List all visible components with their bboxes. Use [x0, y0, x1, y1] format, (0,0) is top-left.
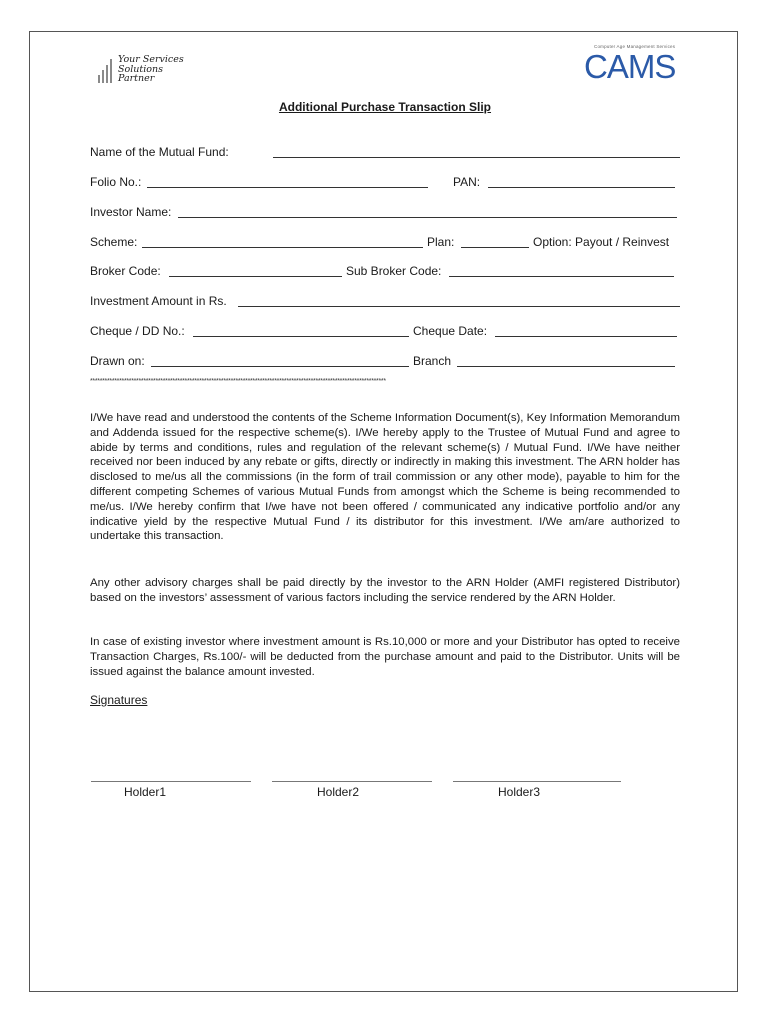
investor-field[interactable] [178, 217, 677, 218]
folio-label: Folio No.: [90, 175, 142, 189]
holder3-label: Holder3 [498, 785, 541, 799]
holder2-signature-line[interactable] [272, 781, 432, 782]
drawn-on-field[interactable] [151, 366, 409, 367]
folio-field[interactable] [147, 187, 428, 188]
asterisk-separator: ************************************************************************************************************************** [90, 378, 386, 385]
fund-name-row [90, 145, 680, 163]
declaration-paragraph: I/We have read and understood the contents of the Scheme Information Document(s), Key Information Memorandum and Addenda issued for the respective scheme(s). I/We hereby apply to the Trustee of Mutual Fund and agree to abide by terms and conditions, rules and regulation of the relevant scheme(s) / Mutual Fund. I/We have neither received nor been induced by any rebate or gifts, directly or indirectly in making this investment. The ARN holder has disclosed to me/us all the commissions (in the form of trail commission or any other mode), payable to him for the different competing Schemes of various Mutual Funds from amongst which the Scheme is being recommended to me/us. I/We hereby confirm that I/we have not been offered / communicated any indicative portfolio and/or any indicative yield by the respective Mutual Fund / its distributor for this investment. I/We am/are authorized to undertake this transaction. [90, 412, 680, 543]
cheque-date-field[interactable] [495, 336, 677, 337]
scheme-field[interactable] [142, 247, 423, 248]
cams-brand-text: CAMS [584, 48, 676, 85]
logo-text-line2: Solutions [118, 63, 163, 75]
fund-name-label: Name of the Mutual Fund: [90, 145, 229, 159]
holder1-label: Holder1 [124, 785, 167, 799]
pan-field[interactable] [488, 187, 675, 188]
holder3-signature-line[interactable] [453, 781, 621, 782]
amount-row [90, 294, 680, 312]
fund-name-field[interactable] [273, 157, 680, 158]
investor-label: Investor Name: [90, 205, 172, 219]
broker-code-label: Broker Code: [90, 264, 161, 278]
scheme-row [90, 235, 680, 253]
drawn-row [90, 354, 680, 372]
broker-row [90, 264, 680, 282]
plan-label: Plan: [427, 235, 455, 249]
form-title: Additional Purchase Transaction Slip [278, 100, 492, 114]
folio-pan-row [90, 175, 680, 193]
signatures-heading: Signatures [90, 693, 148, 707]
option-label[interactable]: Option: Payout / Reinvest [533, 235, 670, 249]
scheme-label: Scheme: [90, 235, 138, 249]
cheque-date-label: Cheque Date: [413, 324, 488, 338]
logo-text-line1: Your Services [118, 54, 184, 65]
cams-logo [584, 44, 680, 84]
branch-field[interactable] [457, 366, 675, 367]
amount-label: Investment Amount in Rs. [90, 294, 227, 308]
investor-row [90, 205, 680, 223]
plan-field[interactable] [461, 247, 529, 248]
cheque-no-label: Cheque / DD No.: [90, 324, 185, 338]
cheque-row [90, 324, 680, 342]
services-partner-logo [98, 55, 198, 85]
pan-label: PAN: [453, 175, 481, 189]
cheque-no-field[interactable] [193, 336, 409, 337]
holder2-label: Holder2 [317, 785, 360, 799]
transaction-charges-paragraph: In case of existing investor where investment amount is Rs.10,000 or more and your Distributor has opted to receive Transaction Charges, Rs.100/- will be deducted from the purchase amount and paid to the Distributor. Units will be issued against the balance amount invested. [90, 636, 680, 678]
amount-field[interactable] [238, 306, 680, 307]
drawn-on-label: Drawn on: [90, 354, 145, 368]
broker-code-field[interactable] [169, 276, 342, 277]
sub-broker-code-label: Sub Broker Code: [346, 264, 442, 278]
bar-chart-icon [98, 59, 116, 83]
branch-label: Branch [413, 354, 452, 368]
cams-tagline: Computer Age Management Services [594, 44, 676, 49]
sub-broker-code-field[interactable] [449, 276, 674, 277]
advisory-charges-paragraph: Any other advisory charges shall be paid directly by the investor to the ARN Holder (AMFI registered Distributor) based on the investors’ assessment of various factors including the service rendered by the ARN Holder. [90, 577, 680, 604]
logo-text-line3: Partner [118, 73, 155, 84]
holder1-signature-line[interactable] [91, 781, 251, 782]
